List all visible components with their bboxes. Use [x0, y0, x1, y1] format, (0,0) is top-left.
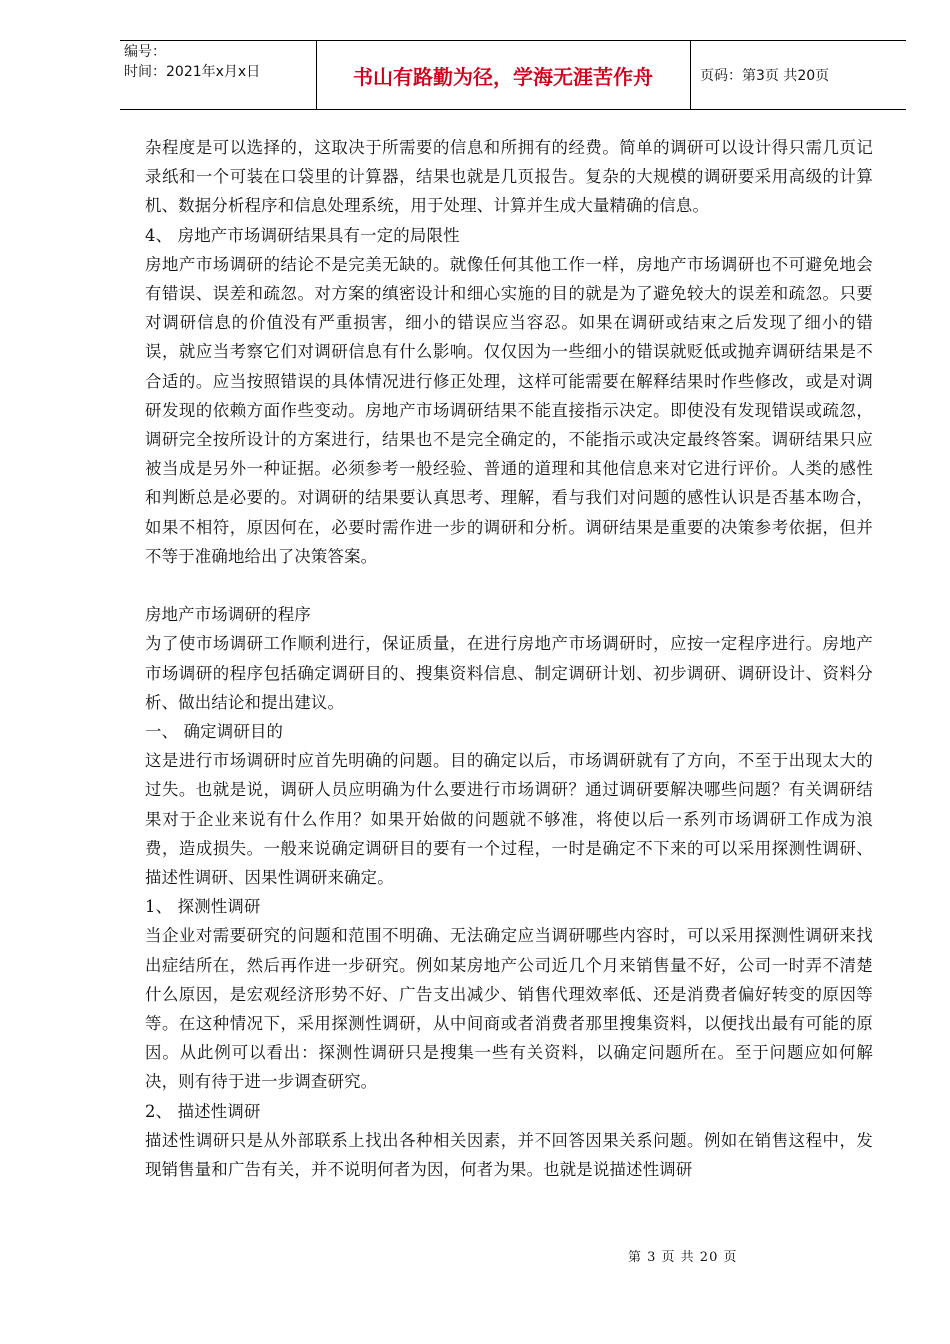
page-header — [120, 40, 906, 110]
section-heading: 一、 确定调研目的 — [145, 722, 284, 742]
header-motto: 书山有路勤为径，学海无涯苦作舟 — [316, 41, 691, 109]
paragraph: 为了使市场调研工作顺利进行，保证质量，在进行房地产市场调研时，应按一定程序进行。房地产市场调研的程序包括确定调研目的、搜集资料信息、制定调研计划、初步调研、调研设计、资料分析、做出结论和提出建议。 — [145, 634, 873, 712]
paragraph: 这是进行市场调研时应首先明确的问题。目的确定以后，市场调研就有了方向，不至于出现太大的过失。也就是说，调研人员应明确为什么要进行市场调研？通过调研要解决哪些问题？有关调研结果对于企业来说有什么作用？如果开始做的问题就不够准，将使以后一系列市场调研工作成为浪费，造成损失。一般来说确定调研目的要有一个过程，一时是确定不下来的可以采用探测性调研、描述性调研、因果性调研来确定。 — [145, 751, 873, 888]
time-label: 时间：2021年x月x日 — [124, 64, 261, 80]
section-heading: 1、 探测性调研 — [145, 897, 261, 917]
section-heading: 4、 房地产市场调研结果具有一定的局限性 — [145, 225, 460, 245]
page-footer: 第 3 页 共 20 页 — [628, 1250, 738, 1265]
section-heading: 2、 描述性调研 — [145, 1101, 261, 1121]
header-page-number: 页码：第3页 共20页 — [700, 68, 830, 84]
paragraph: 房地产市场调研的结论不是完美无缺的。就像任何其他工作一样，房地产市场调研也不可避免地会有错误、误差和疏忽。对方案的缜密设计和细心实施的目的就是为了避免较大的误差和疏忽。只要对调研信息的价值没有严重损害，细小的错误应当容忍。如果在调研或结束之后发现了细小的错误，就应当考察它们对调研信息有什么影响。仅仅因为一些细小的错误就贬低或抛弃调研结果是不合适的。应当按照错误的具体情况进行修正处理，这样可能需要在解释结果时作些修改，或是对调研发现的依赖方面作些变动。房地产市场调研结果不能直接指示决定。即使没有发现错误或疏忽，调研完全按所设计的方案进行，结果也不是完全确定的，不能指示或决定最终答案。调研结果只应被当成是另外一种证据。必须参考一般经验、普通的道理和其他信息来对它进行评价。人类的感性和判断总是必要的。对调研的结果要认真思考、理解，看与我们对问题的感性认识是否基本吻合，如果不相符，原因何在，必要时需作进一步的调研和分析。调研结果是重要的决策参考依据，但并不等于准确地给出了决策答案。 — [145, 254, 873, 566]
header-meta — [120, 41, 317, 109]
serial-label: 编号： — [124, 44, 166, 60]
paragraph: 描述性调研只是从外部联系上找出各种相关因素，并不回答因果关系问题。例如在销售这程中，发现销售量和广告有关，并不说明何者为因，何者为果。也就是说描述性调研 — [145, 1130, 873, 1180]
paragraph: 杂程度是可以选择的，这取决于所需要的信息和所拥有的经费。简单的调研可以设计得只需几页记录纸和一个可装在口袋里的计算器，结果也就是几页报告。复杂的大规模的调研要采用高级的计算机、数据分析程序和信息处理系统，用于处理、计算并生成大量精确的信息。 — [145, 138, 873, 216]
section-heading: 房地产市场调研的程序 — [145, 605, 311, 625]
paragraph: 当企业对需要研究的问题和范围不明确、无法确定应当调研哪些内容时，可以采用探测性调研来找出症结所在，然后再作进一步研究。例如某房地产公司近几个月来销售量不好，公司一时弄不清楚什么原因，是宏观经济形势不好、广告支出减少、销售代理效率低、还是消费者偏好转变的原因等等。在这种情况下，采用探测性调研，从中间商或者消费者那里搜集资料，以便找出最有可能的原因。从此例可以看出：探测性调研只是搜集一些有关资料，以确定问题所在。至于问题应如何解决，则有待于进一步调查研究。 — [145, 926, 873, 1092]
blank-line — [145, 571, 873, 600]
document-body — [145, 133, 873, 1184]
